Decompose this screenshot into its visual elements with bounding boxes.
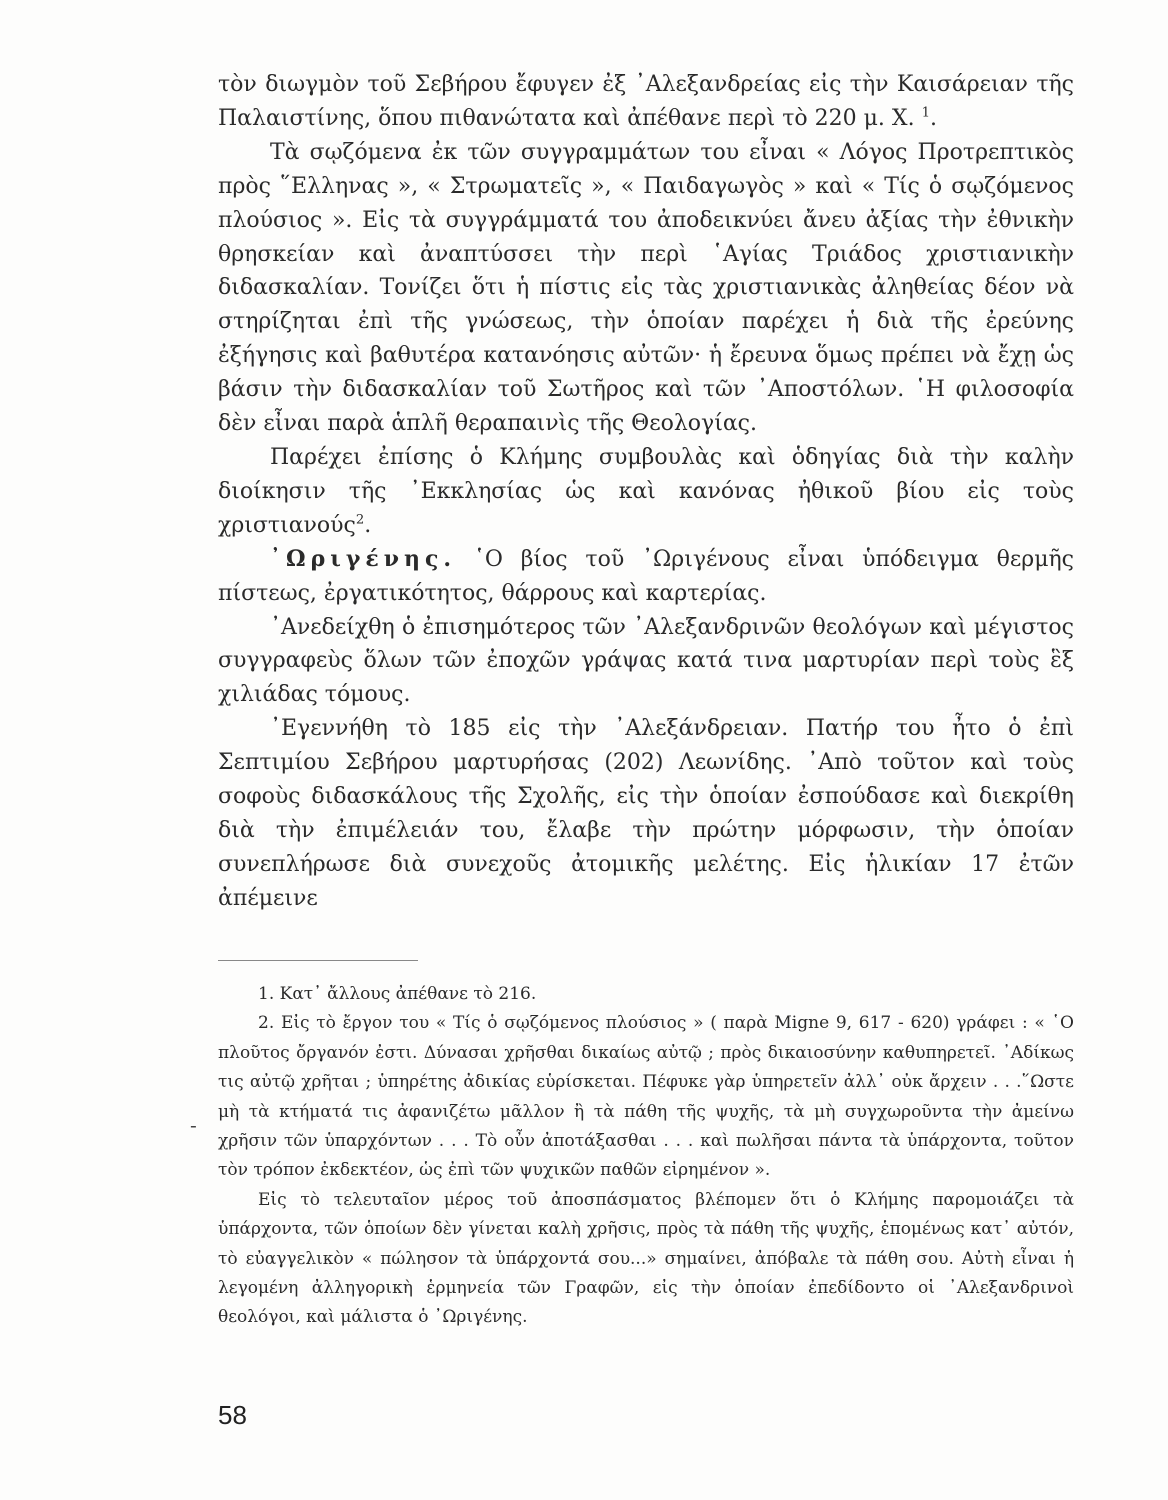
page-number: 58	[218, 1400, 247, 1430]
paragraph-text: ῾Ο βίος τοῦ ᾿Ωριγένους εἶναι ὑπόδειγμα θερμῆς πίστεως, ἐργατικότητος, θάρρους καὶ καρτερίας.	[218, 546, 1074, 606]
footnote: 2. Εἰς τὸ ἔργον του « Τίς ὁ σῳζόμενος πλούσιος » ( παρὰ Migne 9, 617 - 620) γράφει : « ῾Ο πλοῦτος ὄργανόν ἐστι. Δύνασαι χρῆσθαι δικαίως αὐτῷ ; πρὸς δικαιοσύνην καθυπηρετεῖ. ᾿Αδίκως τις αὐτῷ χρῆται ; ὑπηρέτης ἀδικίας εὑρίσκεται. Πέφυκε γὰρ ὑπηρετεῖν ἀλλ᾿ οὐκ ἄρχειν . . .῞Ωστε μὴ τὰ κτήματά τις ἀφανιζέτω μᾶλλον ἢ τὰ πάθη τῆς ψυχῆς, τὰ μὴ συγχωροῦντα τὴν ἀμείνω χρῆσιν τῶν ὑπαρχόντων . . . Τὸ οὖν ἀποτάξασθαι . . . καὶ πωλῆσαι πάντα τὰ ὑπάρχοντα, τοῦτον τὸν τρόπον ἐκδεκτέον, ὡς ἐπὶ τῶν ψυχικῶν παθῶν εἰρημένον ».	[218, 1013, 1074, 1181]
paragraph: Τὰ σῳζόμενα ἐκ τῶν συγγραμμάτων του εἶναι « Λόγος Προτρεπτικὸς πρὸς ῞Ελληνας », « Στρωματεῖς », « Παιδαγωγὸς » καὶ « Τίς ὁ σῳζόμενος πλούσιος ». Εἰς τὰ συγγράμματά του ἀποδεικνύει ἄνευ ἀξίας τὴν ἐθνικὴν θρησκείαν καὶ ἀναπτύσσει τὴν περὶ ῾Αγίας Τριάδος χριστιανικὴν διδασκαλίαν. Τονίζει ὅτι ἡ πίστις εἰς τὰς χριστιανικὰς ἀληθείας δέον νὰ στηρίζηται ἐπὶ τῆς γνώσεως, τὴν ὁποίαν παρέχει ἡ διὰ τῆς ἐρεύνης ἐξήγησις καὶ βαθυτέρα κατανόησις αὐτῶν· ἡ ἔρευνα ὅμως πρέπει νὰ ἔχῃ ὡς βάσιν τὴν διδασκαλίαν τοῦ Σωτῆρος καὶ τῶν ᾿Αποστόλων. ῾Η φιλοσοφία δὲν εἶναι παρὰ ἁπλῆ θεραπαινὶς τῆς Θεολογίας.	[218, 139, 1074, 437]
footnote-ref: 2	[355, 512, 365, 528]
footnotes	[218, 980, 1074, 1333]
paragraph	[218, 543, 1074, 611]
paragraph	[218, 68, 1074, 136]
section-heading: ᾿Ωριγένης.	[270, 545, 457, 572]
margin-mark: -	[190, 1113, 197, 1137]
paragraph-tail: .	[364, 512, 372, 538]
footnote-divider	[218, 960, 418, 961]
footnote: 1. Κατ᾿ ἄλλους ἀπέθανε τὸ 216.	[258, 984, 537, 1004]
paragraph-text: Παρέχει ἐπίσης ὁ Κλήμης συμβουλὰς καὶ ὁδηγίας διὰ τὴν καλὴν διοίκησιν τῆς ᾿Εκκλησίας ὡς καὶ κανόνας ἠθικοῦ βίου εἰς τοὺς χριστιανούς	[218, 444, 1074, 538]
paragraph	[218, 441, 1074, 543]
paragraph: ᾿Εγεννήθη τὸ 185 εἰς τὴν ᾿Αλεξάνδρειαν. Πατήρ του ἦτο ὁ ἐπὶ Σεπτιμίου Σεβήρου μαρτυρήσας (202) Λεωνίδης. ᾿Απὸ τοῦτον καὶ τοὺς σοφοὺς διδασκάλους τῆς Σχολῆς, εἰς τὴν ὁποίαν ἐσπούδασε καὶ διεκρίθη διὰ τὴν ἐπιμέλειάν του, ἔλαβε τὴν πρώτην μόρφωσιν, τὴν ὁποίαν συνεπλήρωσε διὰ συνεχοῦς ἀτομικῆς μελέτης. Εἰς ἡλικίαν 17 ἐτῶν ἀπέμεινε	[218, 716, 1074, 911]
footnote-ref: 1	[921, 105, 930, 121]
footnote: Εἰς τὸ τελευταῖον μέρος τοῦ ἀποσπάσματος βλέπομεν ὅτι ὁ Κλήμης παρομοιάζει τὰ ὑπάρχοντα, τῶν ὁποίων δὲν γίνεται καλὴ χρῆσις, πρὸς τὰ πάθη τῆς ψυχῆς, ἑπομένως κατ᾿ αὐτόν, τὸ εὐαγγελικὸν « πώλησον τὰ ὑπάρχοντά σου...» σημαίνει, ἀπόβαλε τὰ πάθη σου. Αὐτὴ εἶναι ἡ λεγομένη ἀλληγορικὴ ἑρμηνεία τῶν Γραφῶν, εἰς τὴν ὁποίαν ἐπεδίδοντο οἱ ᾿Αλεξανδρινοὶ θεολόγοι, καὶ μάλιστα ὁ ᾿Ωριγένης.	[218, 1189, 1074, 1328]
paragraph-text: τὸν διωγμὸν τοῦ Σεβήρου ἔφυγεν ἐξ ᾿Αλεξανδρείας εἰς τὴν Καισάρειαν τῆς Παλαιστίνης, ὅπου πιθανώτατα καὶ ἀπέθανε περὶ τὸ 220 μ. Χ.	[218, 72, 1074, 131]
main-text	[218, 68, 1074, 916]
paragraph: ᾿Ανεδείχθη ὁ ἐπισημότερος τῶν ᾿Αλεξανδρινῶν θεολόγων καὶ μέγιστος συγγραφεὺς ὅλων τῶν ἐποχῶν γράψας κατά τινα μαρτυρίαν περὶ τοὺς ἓξ χιλιάδας τόμους.	[218, 614, 1074, 708]
paragraph-tail: .	[929, 105, 937, 131]
